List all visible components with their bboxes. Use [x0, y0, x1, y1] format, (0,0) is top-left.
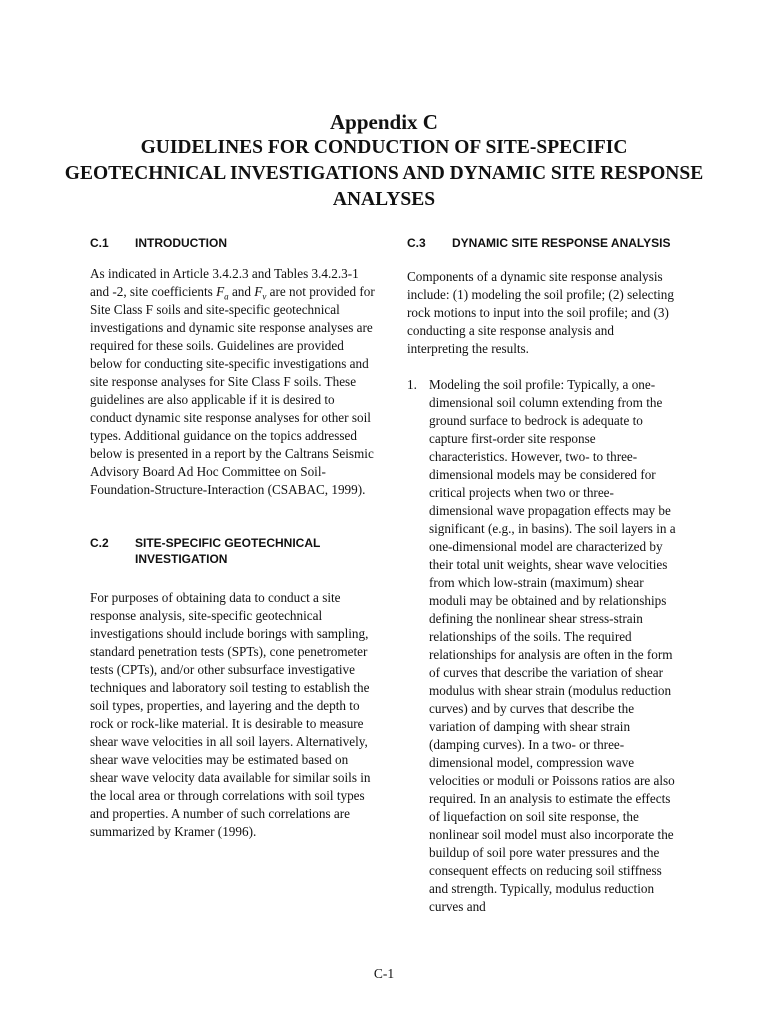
- list-item-number: 1.: [407, 377, 417, 392]
- coefficient-symbol: F: [216, 284, 225, 299]
- appendix-title: GUIDELINES FOR CONDUCTION OF SITE-SPECIFIC GEOTECHNICAL INVESTIGATIONS AND DYNAMIC SITE RESPONSE ANALYSES: [64, 137, 704, 210]
- left-column: [90, 235, 375, 841]
- section-number: C.3: [407, 236, 426, 250]
- fv-coefficient: [254, 284, 267, 302]
- section-heading: [90, 235, 375, 251]
- appendix-label: Appendix C: [330, 110, 438, 134]
- list-item: [407, 376, 677, 916]
- right-column: [407, 235, 677, 916]
- coefficient-subscript: v: [262, 291, 267, 302]
- body-text-segment: and: [228, 284, 255, 299]
- section-c3-intro: Components of a dynamic site response analysis include: (1) modeling the soil profile; (2) selecting rock motions to input into the soil profile; and (3) conducting a site response analysis and interpreting the results.: [407, 269, 674, 356]
- section-c1-body: [90, 265, 375, 499]
- section-title: DYNAMIC SITE RESPONSE ANALYSIS: [452, 236, 671, 250]
- section-number: C.1: [90, 236, 109, 250]
- coefficient-subscript: a: [224, 291, 229, 302]
- body-text-segment: are not provided for Site Class F soils and site-specific geotechnical investigations and dynamic site response analyses are required for these soils. Guidelines are provided below for conducting site-specific investigations and site response analyses for Site Class F soils. These guidelines are also applicable if it is desired to conduct dynamic site response analyses for other soil types. Additional guidance on the topics addressed below is presented in a report by the Caltrans Seismic Advisory Board Ad Hoc Committee on Soil-Foundation-Structure-Interaction (CSABAC, 1999).: [90, 284, 375, 497]
- section-title: SITE-SPECIFIC GEOTECHNICAL INVESTIGATION: [135, 536, 321, 566]
- body-text-segment: As indicated in Article 3.4.2.3 and Tables 3.4.2.3-1 and -2, site coefficients: [90, 266, 359, 299]
- section-number: C.2: [90, 536, 109, 550]
- section-heading: [407, 235, 677, 251]
- section-c2-body: For purposes of obtaining data to conduct a site response analysis, site-specific geotechnical investigations should include borings with sampling, standard penetration tests (SPTs), cone penetrometer tests (CPTs), and/or other subsurface investigative techniques and laboratory soil testing to establish the soil types, properties, and layering and the depth to rock or rock-like material. It is desirable to measure shear wave velocities in all soil layers. Alternatively, shear wave velocities may be estimated based on shear wave velocity data available for similar soils in the local area or through correlations with soil types and properties. A number of such correlations are summarized by Kramer (1996).: [90, 590, 371, 839]
- appendix-title-block: [60, 109, 708, 213]
- section-c1: [90, 235, 375, 499]
- section-c3: [407, 235, 677, 916]
- fa-coefficient: [216, 284, 229, 302]
- coefficient-symbol: F: [254, 284, 263, 299]
- section-heading: [90, 535, 375, 567]
- section-c2: [90, 535, 375, 841]
- section-title: INTRODUCTION: [135, 236, 227, 250]
- list-item-text: Modeling the soil profile: Typically, a one-dimensional soil column extending from the ground surface to bedrock is adequate to capture first-order site response characteristics. However, two- to three-dimensional models may be considered for critical projects when two or three-dimensional wave propagation effects may be significant (e.g., in basins). The soil layers in a one-dimensional model are characterized by their total unit weights, shear wave velocities from which low-strain (maximum) shear moduli may be obtained and by relationships defining the nonlinear shear stress-strain relationships of the soils. The required relationships for analysis are often in the form of curves that describe the variation of shear modulus with shear strain (modulus reduction curves) and by curves that describe the variation of damping with shear strain (damping curves). In a two- or three-dimensional model, compression wave velocities or moduli or Poissons ratios are also required. In an analysis to estimate the effects of liquefaction on soil site response, the nonlinear soil model must also incorporate the buildup of soil pore water pressures and the consequent effects on reducing soil stiffness and strength. Typically, modulus reduction curves and: [429, 377, 676, 914]
- page-number: C-1: [373, 966, 395, 981]
